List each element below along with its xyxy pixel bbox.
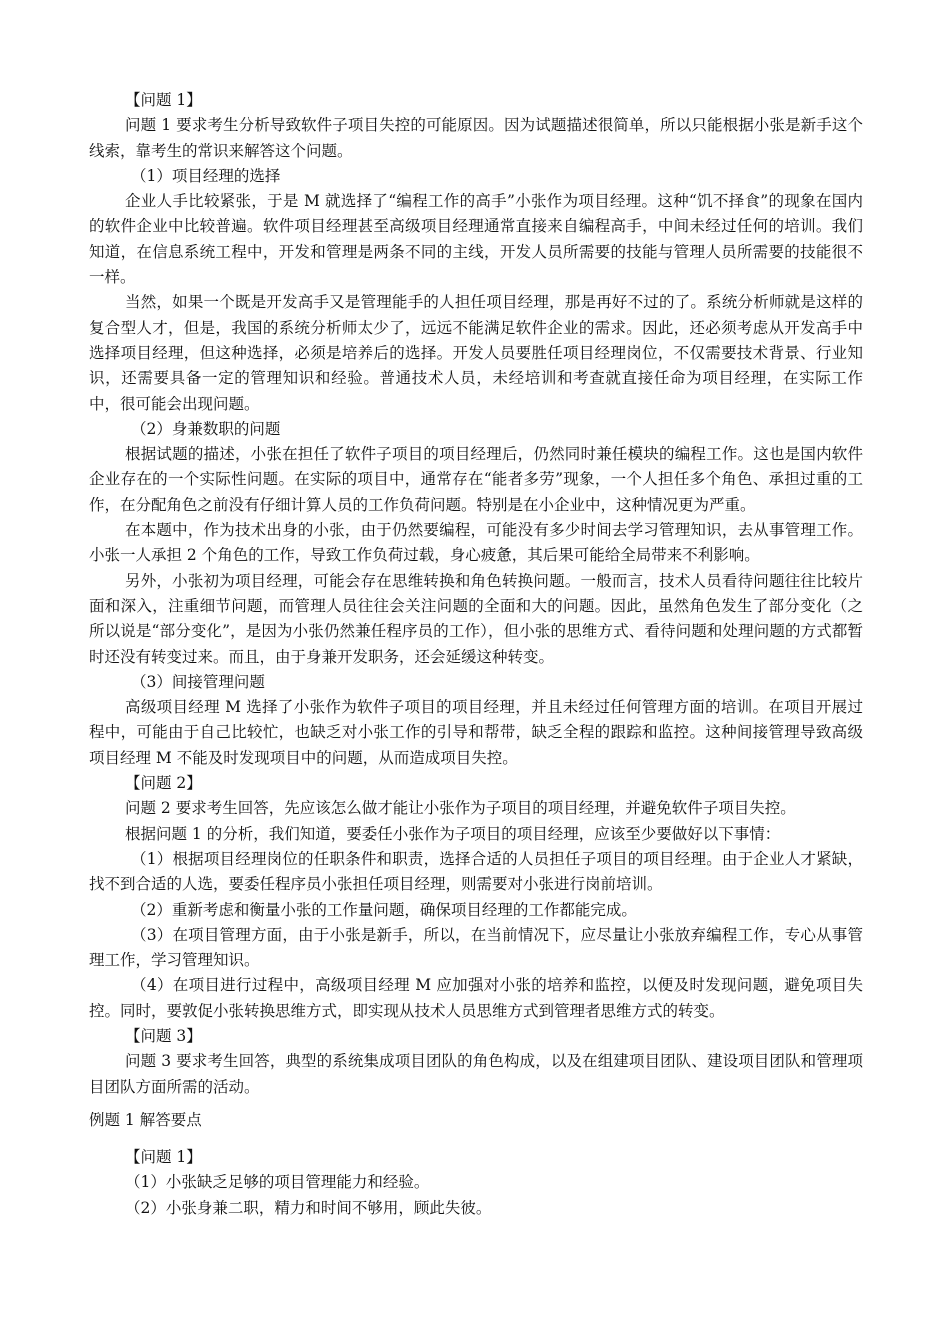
- subsection-1-title: （1）项目经理的选择: [131, 166, 281, 185]
- question-2-intro: 问题 2 要求考生回答，先应该怎么做才能让小张作为子项目的项目经理，并避免软件子项目失控。: [125, 799, 796, 818]
- list-item: （2）重新考虑和衡量小张的工作量问题，确保项目经理的工作都能完成。: [131, 900, 637, 919]
- question-2-heading: 【问题 2】: [125, 774, 202, 793]
- list-item: （3）在项目管理方面，由于小张是新手，所以，在当前情况下，应尽量让小张放弃编程工作，专心从事管理工作，学习管理知识。: [89, 925, 863, 970]
- paragraph: 在本题中，作为技术出身的小张，由于仍然要编程，可能没有多少时间去学习管理知识，去从事管理工作。小张一人承担 2 个角色的工作，导致工作负荷过载，身心疲惫，其后果可能给全局带来不利影响。: [89, 521, 863, 565]
- subsection-2-title: （2）身兼数职的问题: [131, 419, 281, 438]
- subsection-3-title: （3）间接管理问题: [131, 672, 265, 691]
- document-page: [89, 88, 863, 1221]
- question-3-heading: 【问题 3】: [125, 1026, 202, 1045]
- paragraph: 高级项目经理 M 选择了小张作为软件子项目的项目经理，并且未经过任何管理方面的培训。在项目开展过程中，可能由于自己比较忙，也缺乏对小张工作的引导和帮带，缺乏全程的跟踪和监控。这种间接管理导致高级项目经理 M 不能及时发现项目中的问题，从而造成项目失控。: [89, 698, 863, 767]
- paragraph: 根据试题的描述，小张在担任了软件子项目的项目经理后，仍然同时兼任模块的编程工作。这也是国内软件企业存在的一个实际性问题。在实际的项目中，通常存在“能者多劳”现象，一个人担任多个角色、承担过重的工作，在分配角色之前没有仔细计算人员的工作负荷问题。特别是在小企业中，这种情况更为严重。: [89, 445, 863, 514]
- question-1-heading: 【问题 1】: [125, 91, 202, 109]
- answer-section-title: 例题 1 解答要点: [89, 1110, 202, 1129]
- paragraph: 另外，小张初为项目经理，可能会存在思维转换和角色转换问题。一般而言，技术人员看待问题往往比较片面和深入，注重细节问题，而管理人员往往会关注问题的全面和大的问题。因此，虽然角色发生了部分变化（之所以说是“部分变化”，是因为小张仍然兼任程序员的工作），但小张的思维方式、看待问题和处理问题的方式都暂时还没有转变过来。而且，由于身兼开发职务，还会延缓这种转变。: [89, 571, 863, 666]
- question-3-intro: 问题 3 要求考生回答，典型的系统集成项目团队的角色构成，以及在组建项目团队、建设项目团队和管理项目团队方面所需的活动。: [89, 1052, 863, 1096]
- paragraph: 企业人手比较紧张，于是 M 就选择了“编程工作的高手”小张作为项目经理。这种“饥不择食”的现象在国内的软件企业中比较普遍。软件项目经理甚至高级项目经理通常直接来自编程高手，中间未经过任何的培训。我们知道，在信息系统工程中，开发和管理是两条不同的主线，开发人员所需要的技能与管理人员所需要的技能很不一样。: [89, 192, 863, 287]
- list-item: （4）在项目进行过程中，高级项目经理 M 应加强对小张的培养和监控，以便及时发现问题，避免项目失控。同时，要敦促小张转换思维方式，即实现从技术人员思维方式到管理者思维方式的转变。: [89, 976, 863, 1020]
- paragraph: 根据问题 1 的分析，我们知道，要委任小张作为子项目的项目经理，应该至少要做好以下事情：: [125, 824, 781, 843]
- list-item: （1）根据项目经理岗位的任职条件和职责，选择合适的人员担任子项目的项目经理。由于企业人才紧缺，找不到合适的人选，要委任程序员小张担任项目经理，则需要对小张进行岗前培训。: [89, 849, 863, 894]
- spacer: [89, 1133, 863, 1145]
- question-1-intro: 问题 1 要求考生分析导致软件子项目失控的可能原因。因为试题描述很简单，所以只能根据小张是新手这个线索，靠考生的常识来解答这个问题。: [89, 116, 863, 160]
- paragraph: 当然，如果一个既是开发高手又是管理能手的人担任项目经理，那是再好不过的了。系统分析师就是这样的复合型人才，但是，我国的系统分析师太少了，远远不能满足软件企业的需求。因此，还必须考虑从开发高手中选择项目经理，但这种选择，必须是培养后的选择。开发人员要胜任项目经理岗位，不仅需要技术背景、行业知识，还需要具备一定的管理知识和经验。普通技术人员，未经培训和考查就直接任命为项目经理，在实际工作中，很可能会出现问题。: [89, 293, 863, 413]
- list-item: （1）小张缺乏足够的项目管理能力和经验。: [125, 1173, 430, 1192]
- list-item: （2）小张身兼二职，精力和时间不够用，顾此失彼。: [125, 1198, 492, 1217]
- answer-question-1-heading: 【问题 1】: [125, 1148, 202, 1167]
